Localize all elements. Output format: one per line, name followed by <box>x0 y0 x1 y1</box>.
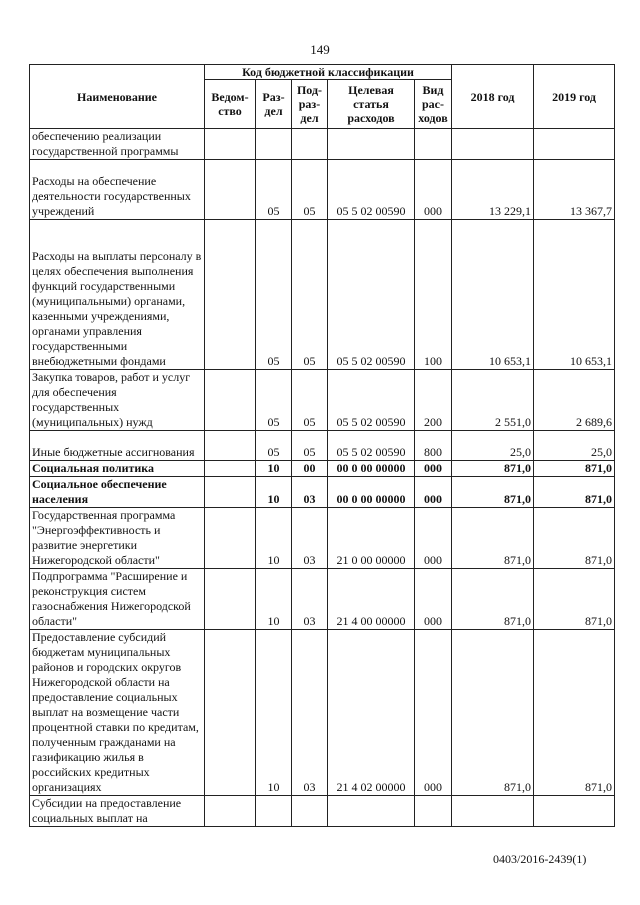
header-dept: Ведом- ство <box>205 80 256 129</box>
row-section: 05 <box>256 370 292 431</box>
row-section: 05 <box>256 160 292 220</box>
table-row <box>30 569 615 630</box>
table-row <box>30 630 615 796</box>
row-exp-type <box>415 796 452 827</box>
row-subsection: 03 <box>292 569 328 630</box>
row-target: 05 5 02 00590 <box>328 220 415 370</box>
row-value-2018: 871,0 <box>452 477 534 508</box>
header-exp-type: Вид рас- ходов <box>415 80 452 129</box>
row-subsection: 03 <box>292 477 328 508</box>
row-value-2018: 2 551,0 <box>452 370 534 431</box>
row-subsection: 05 <box>292 160 328 220</box>
row-value-2019: 2 689,6 <box>534 370 615 431</box>
row-exp-type: 000 <box>415 160 452 220</box>
row-section: 10 <box>256 461 292 477</box>
row-exp-type: 000 <box>415 461 452 477</box>
row-dept <box>205 431 256 461</box>
row-section: 05 <box>256 220 292 370</box>
row-value-2019 <box>534 796 615 827</box>
row-subsection: 05 <box>292 370 328 431</box>
row-section: 05 <box>256 431 292 461</box>
row-value-2018: 871,0 <box>452 508 534 569</box>
row-section: 10 <box>256 477 292 508</box>
row-name: Субсидии на предоставление социальных выплат на <box>30 796 205 827</box>
row-subsection: 00 <box>292 461 328 477</box>
row-target: 21 4 02 00000 <box>328 630 415 796</box>
row-dept <box>205 370 256 431</box>
header-subsection: Под- раз- дел <box>292 80 328 129</box>
row-dept <box>205 630 256 796</box>
row-name: Расходы на выплаты персоналу в целях обеспечения выполнения функций государственными (муниципальными) органами, казенными учреждениями, органами управления государственными внебюджетными фондами <box>30 220 205 370</box>
row-name: Социальное обеспечение населения <box>30 477 205 508</box>
row-value-2019 <box>534 129 615 160</box>
row-name: Иные бюджетные ассигнования <box>30 431 205 461</box>
row-section <box>256 129 292 160</box>
row-name: Подпрограмма "Расширение и реконструкция систем газоснабжения Нижегородской области" <box>30 569 205 630</box>
row-value-2018: 871,0 <box>452 569 534 630</box>
row-dept <box>205 477 256 508</box>
row-section: 10 <box>256 630 292 796</box>
table-row <box>30 220 615 370</box>
row-target: 05 5 02 00590 <box>328 431 415 461</box>
row-target: 00 0 00 00000 <box>328 477 415 508</box>
row-exp-type: 100 <box>415 220 452 370</box>
header-year-2018: 2018 год <box>452 65 534 129</box>
table-row <box>30 160 615 220</box>
row-dept <box>205 220 256 370</box>
row-value-2019: 871,0 <box>534 508 615 569</box>
row-exp-type: 200 <box>415 370 452 431</box>
row-name: Государственная программа "Энергоэффективность и развитие энергетики Нижегородской области" <box>30 508 205 569</box>
table-row <box>30 370 615 431</box>
document-code: 0403/2016-2439(1) <box>493 852 587 866</box>
table-row <box>30 129 615 160</box>
row-value-2019: 871,0 <box>534 569 615 630</box>
row-exp-type: 000 <box>415 569 452 630</box>
header-section: Раз- дел <box>256 80 292 129</box>
row-target <box>328 129 415 160</box>
row-name: обеспечению реализации государственной программы <box>30 129 205 160</box>
row-value-2018 <box>452 796 534 827</box>
row-subsection: 03 <box>292 508 328 569</box>
row-name: Предоставление субсидий бюджетам муниципальных районов и городских округов Нижегородской области на предоставление социальных выплат на возмещение части процентной ставки по кредитам, полученным гражданами на газификацию жилья в российских кредитных организациях <box>30 630 205 796</box>
row-dept <box>205 129 256 160</box>
row-subsection <box>292 796 328 827</box>
row-value-2019: 10 653,1 <box>534 220 615 370</box>
table-row <box>30 477 615 508</box>
row-exp-type: 800 <box>415 431 452 461</box>
row-dept <box>205 796 256 827</box>
header-name: Наименование <box>30 65 205 129</box>
row-section: 10 <box>256 569 292 630</box>
row-subsection: 05 <box>292 431 328 461</box>
table-row <box>30 461 615 477</box>
row-exp-type: 000 <box>415 508 452 569</box>
row-target: 05 5 02 00590 <box>328 160 415 220</box>
page-number: 149 <box>310 42 330 57</box>
row-name: Закупка товаров, работ и услуг для обеспечения государственных (муниципальных) нужд <box>30 370 205 431</box>
row-exp-type <box>415 129 452 160</box>
header-year-2019: 2019 год <box>534 65 615 129</box>
row-section <box>256 796 292 827</box>
row-dept <box>205 569 256 630</box>
row-section: 10 <box>256 508 292 569</box>
row-value-2018 <box>452 129 534 160</box>
row-dept <box>205 160 256 220</box>
row-subsection <box>292 129 328 160</box>
row-exp-type: 000 <box>415 477 452 508</box>
row-subsection: 05 <box>292 220 328 370</box>
row-value-2019: 871,0 <box>534 630 615 796</box>
row-value-2018: 10 653,1 <box>452 220 534 370</box>
row-target: 21 0 00 00000 <box>328 508 415 569</box>
header-target: Целевая статья расходов <box>328 80 415 129</box>
row-dept <box>205 461 256 477</box>
row-value-2018: 871,0 <box>452 630 534 796</box>
table-row <box>30 431 615 461</box>
row-value-2019: 871,0 <box>534 461 615 477</box>
row-exp-type: 000 <box>415 630 452 796</box>
row-target: 21 4 00 00000 <box>328 569 415 630</box>
row-subsection: 03 <box>292 630 328 796</box>
budget-table <box>29 64 615 827</box>
row-name: Социальная политика <box>30 461 205 477</box>
header-budget-class: Код бюджетной классификации <box>205 65 452 80</box>
row-name: Расходы на обеспечение деятельности государственных учреждений <box>30 160 205 220</box>
row-value-2018: 25,0 <box>452 431 534 461</box>
row-target: 00 0 00 00000 <box>328 461 415 477</box>
row-target <box>328 796 415 827</box>
table-row <box>30 508 615 569</box>
table-row <box>30 796 615 827</box>
row-dept <box>205 508 256 569</box>
row-value-2019: 871,0 <box>534 477 615 508</box>
row-value-2019: 25,0 <box>534 431 615 461</box>
row-value-2018: 871,0 <box>452 461 534 477</box>
row-target: 05 5 02 00590 <box>328 370 415 431</box>
row-value-2019: 13 367,7 <box>534 160 615 220</box>
row-value-2018: 13 229,1 <box>452 160 534 220</box>
